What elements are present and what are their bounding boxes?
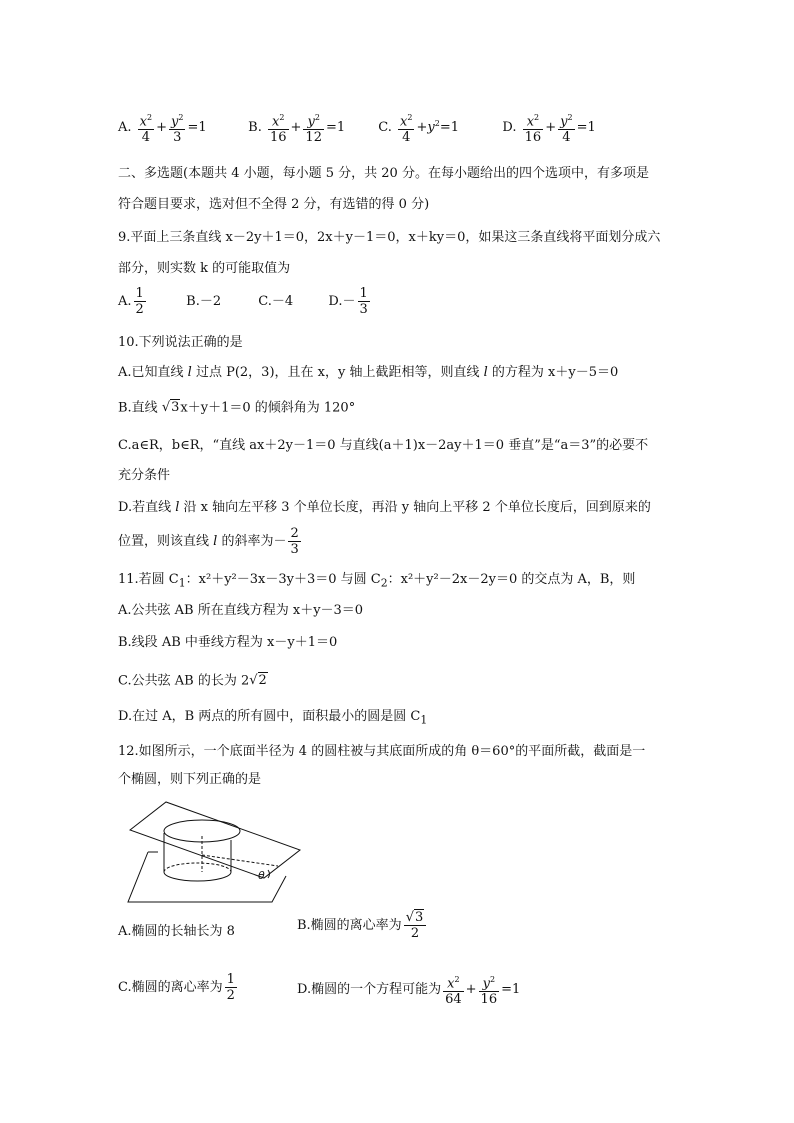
q9-option-d: D.－ $\frac{1}{3}$: [328, 286, 368, 317]
fraction: $\frac{y^2}{3}$: [169, 110, 185, 145]
fraction: $\frac{2}{3}$: [290, 526, 299, 557]
q9-option-a: A. $\frac{1}{2}$: [118, 286, 144, 317]
q10-option-c-line2: 充分条件: [118, 468, 171, 483]
q11-stem: 11.若圆 $C_1$：x²＋y²－3x－3y＋3＝0 与圆 $C_2$：x²＋y²－2x－2y＝0 的交点为 A，B，则: [118, 572, 636, 590]
q11-option-c: C.公共弦 AB 的长为 2√2: [118, 671, 268, 692]
q12-line1: 12.如图所示，一个底面半径为 4 的圆柱被与其底面所成的角 θ＝60°的平面所截，截面是一: [118, 744, 646, 759]
q10-option-d-line2: 位置，则该直线 l 的斜率为－ $\frac{2}{3}$: [118, 526, 299, 557]
fraction: $\frac{1}{3}$: [359, 286, 368, 317]
sqrt: √2: [249, 673, 267, 688]
q12-option-c: C.椭圆的离心率为 $\frac{1}{2}$: [118, 972, 235, 1003]
q10-stem: 10.下列说法正确的是: [118, 335, 243, 350]
bottom-ellipse-front: [164, 872, 231, 881]
cutting-plane: [130, 802, 300, 878]
fraction: $\frac{1}{2}$: [226, 972, 235, 1003]
base-plane: [128, 852, 278, 900]
q9-option-b: B.－2: [186, 294, 222, 309]
q8-option-c: C. $\frac{x^2}{4}$ $+y^2=1$: [378, 110, 498, 145]
q10-option-d-line1: D.若直线 l 沿 x 轴向左平移 3 个单位长度，再沿 y 轴向上平移 2 个单位长度后，回到原来的: [118, 500, 651, 515]
q11-option-b: B.线段 AB 中垂线方程为 x－y＋1＝0: [118, 635, 338, 650]
q8-option-a: A. $\frac{x^2}{4}$ + $\frac{y^2}{3}$ =1: [118, 110, 244, 145]
fraction: $\frac{x^2}{16}$: [523, 110, 544, 145]
fraction: $\frac{x^2}{4}$: [138, 110, 154, 145]
sqrt: √3: [161, 400, 180, 415]
theta-label: θ: [258, 869, 265, 882]
fraction: $\frac{y^2}{4}$: [558, 110, 574, 145]
bottom-ellipse-back: [164, 863, 231, 872]
fraction: $\frac{y^2}{12}$: [303, 110, 324, 145]
section2-line1: 二、多选题(本题共 4 小题，每小题 5 分，共 20 分。在每小题给出的四个选项中，有多项是: [118, 166, 649, 181]
q8-options: [118, 110, 596, 145]
cylinder-figure: [118, 800, 318, 910]
q10-option-a: A.已知直线 l 过点 P(2，3)，且在 x，y 轴上截距相等，则直线 l 的方程为 x＋y－5＝0: [118, 365, 619, 380]
fraction: $\frac{x^2}{16}$: [268, 110, 289, 145]
fraction: $\frac{x^2}{64}$: [443, 972, 464, 1007]
q12-line2: 个椭圆，则下列正确的是: [118, 772, 262, 787]
q11-option-a: A.公共弦 AB 所在直线方程为 x＋y－3＝0: [118, 603, 364, 618]
q8-option-d: D. $\frac{x^2}{16}$ + $\frac{y^2}{4}$ =1: [502, 110, 595, 145]
fraction: $\frac{1}{2}$: [135, 286, 144, 317]
section2-line2: 符合题目要求，选对但不全得 2 分，有选错的得 0 分): [118, 197, 430, 212]
q12-option-b: B.椭圆的离心率为 $\frac{√3}{2}$: [297, 910, 428, 941]
q12-option-a: A.椭圆的长轴长为 8: [118, 924, 235, 939]
q11-option-d: D.在过 A，B 两点的所有圆中，面积最小的圆是圆 $C_1$: [118, 709, 428, 727]
q9-options: [118, 286, 372, 317]
q10-option-c-line1: C.a∈R，b∈R，“直线 ax＋2y－1＝0 与直线(a＋1)x－2ay＋1＝0 垂直”是“a＝3”的必要不: [118, 438, 649, 453]
q9-option-c: C.－4: [258, 294, 294, 309]
fraction: $\frac{y^2}{16}$: [479, 972, 500, 1007]
fraction: $\frac{√3}{2}$: [404, 910, 427, 941]
q12-option-d: D.椭圆的一个方程可能为 $\frac{x^2}{64}$ + $\frac{y^2}{16}$ =1: [297, 972, 520, 1007]
fraction: $\frac{x^2}{4}$: [398, 110, 414, 145]
q8-option-b: B. $\frac{x^2}{16}$ + $\frac{y^2}{12}$ =1: [248, 110, 374, 145]
q9-line2: 部分，则实数 k 的可能取值为: [118, 261, 291, 276]
q9-line1: 9.平面上三条直线 x－2y＋1＝0，2x＋y－1＝0，x＋ky＝0，如果这三条直线将平面划分成六: [118, 230, 661, 245]
q10-option-b: B.直线 √3x＋y＋1＝0 的倾斜角为 120°: [118, 398, 355, 419]
